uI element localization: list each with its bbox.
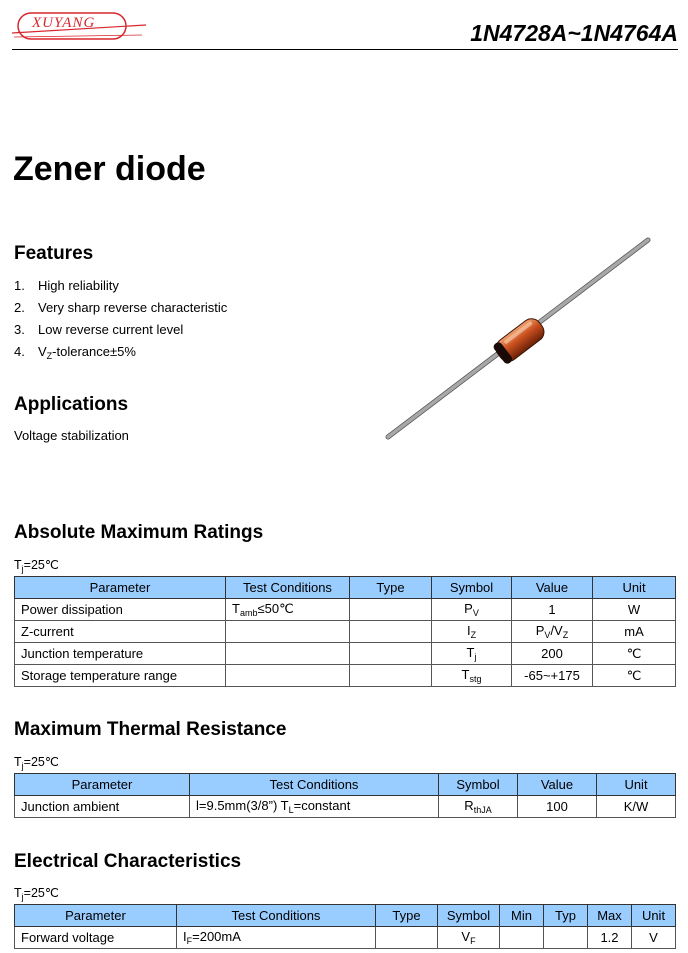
unit-cell: K/W [597,796,676,818]
col-header: Symbol [439,774,518,796]
electrical-conditions: $T_j=25℃$ [14,886,59,902]
param-cell: Forward voltage [15,927,177,949]
type-cell [376,927,438,949]
header-divider [12,49,678,50]
value-cell: $P_V/V_Z$ [512,621,593,643]
table-header-row [15,905,676,927]
features-list [14,275,227,363]
table-header-row [15,774,676,796]
col-header: Min [500,905,544,927]
param-cell: Power dissipation [15,599,226,621]
col-header: Symbol [432,577,512,599]
symbol-cell: $T_{stg}$ [432,665,512,687]
col-header: Unit [632,905,676,927]
unit-cell: W [593,599,676,621]
param-cell: Junction ambient [15,796,190,818]
col-header: Test Conditions [190,774,439,796]
value-cell: 100 [518,796,597,818]
unit-cell: ℃ [593,643,676,665]
part-range-title: 1N4728A~1N4764A [470,20,678,46]
conditions-cell [226,643,350,665]
symbol-cell: $R_{thJA}$ [439,796,518,818]
unit-cell: V [632,927,676,949]
conditions-cell [226,621,350,643]
zener-diode-image [380,230,660,445]
features-heading: Features [14,243,94,264]
value-cell: 1 [512,599,593,621]
table-header-row [15,577,676,599]
col-header: Test Conditions [226,577,350,599]
type-cell [350,643,432,665]
table-row [15,927,676,949]
param-cell: Storage temperature range [15,665,226,687]
type-cell [350,599,432,621]
col-header: Value [518,774,597,796]
thermal-conditions: $T_j=25℃$ [14,755,59,771]
symbol-cell: $I_Z$ [432,621,512,643]
min-cell [500,927,544,949]
col-header: Max [588,905,632,927]
value-cell: -65~+175 [512,665,593,687]
thermal-heading: Maximum Thermal Resistance [14,719,287,740]
applications-text: Voltage stabilization [14,428,129,443]
symbol-cell: $V_F$ [438,927,500,949]
symbol-cell: $T_j$ [432,643,512,665]
list-item: 3. Low reverse current level [14,322,184,337]
param-cell: Junction temperature [15,643,226,665]
conditions-cell: $I_F=200mA$ [177,927,376,949]
electrical-heading: Electrical Characteristics [14,851,242,872]
col-header: Unit [597,774,676,796]
col-header: Type [350,577,432,599]
param-cell: Z-current [15,621,226,643]
col-header: Type [376,905,438,927]
col-header: Value [512,577,593,599]
symbol-cell: $P_V$ [432,599,512,621]
applications-heading: Applications [14,394,129,415]
col-header: Parameter [15,577,226,599]
abs-max-table [14,576,676,687]
col-header: Unit [593,577,676,599]
table-row [15,621,676,643]
typ-cell [544,927,588,949]
list-item: 1. High reliability [14,278,119,293]
page-title: Zener diode [13,150,206,188]
col-header: Symbol [438,905,500,927]
conditions-cell: $T_{amb}\le 50℃$ [226,599,350,621]
unit-cell: mA [593,621,676,643]
value-cell: 200 [512,643,593,665]
conditions-cell: l=9.5mm(3/8”) $T_L=constant$ [190,796,439,818]
list-item: 2. Very sharp reverse characteristic [14,300,228,315]
type-cell [350,665,432,687]
conditions-cell [226,665,350,687]
col-header: Typ [544,905,588,927]
abs-max-heading: Absolute Maximum Ratings [14,522,264,543]
thermal-table [14,773,676,818]
unit-cell: ℃ [593,665,676,687]
table-row [15,599,676,621]
col-header: Parameter [15,905,177,927]
abs-max-conditions: $T_j=25℃$ [14,558,59,574]
table-row [15,665,676,687]
electrical-table [14,904,676,949]
col-header: Test Conditions [177,905,376,927]
max-cell: 1.2 [588,927,632,949]
table-row [15,796,676,818]
logo-text: XUYANG [32,15,96,31]
type-cell [350,621,432,643]
list-item: 4. $V_Z-tolerance\pm 5\%$ [14,344,136,361]
col-header: Parameter [15,774,190,796]
table-row [15,643,676,665]
